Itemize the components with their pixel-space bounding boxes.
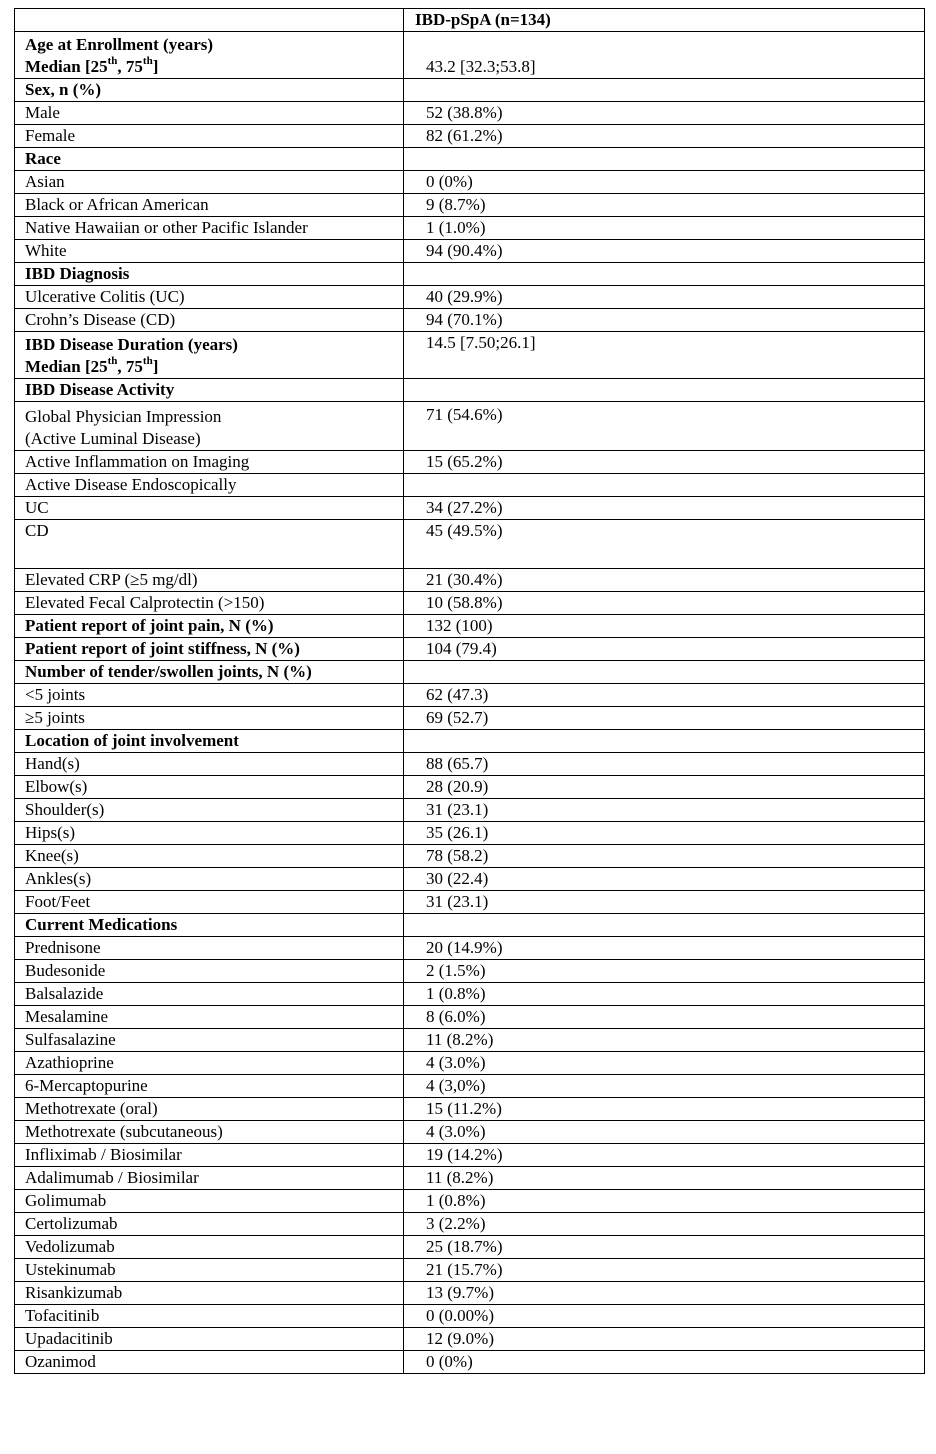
row-label: ≥5 joints: [25, 708, 85, 727]
row-label: Methotrexate (oral): [25, 1099, 158, 1118]
row-label-cell: [15, 497, 404, 520]
row-label-cell: [15, 474, 404, 497]
row-label-cell: [15, 615, 404, 638]
table-row: [15, 753, 925, 776]
row-label-cell: [15, 309, 404, 332]
row-label-cell: [15, 661, 404, 684]
row-label: Number of tender/swollen joints, N (%): [25, 662, 312, 681]
row-value-cell: [404, 914, 925, 937]
row-label: Golimumab: [25, 1191, 107, 1210]
row-label: Prednisone: [25, 938, 101, 957]
row-label-cell: [15, 1190, 404, 1213]
table-row: [15, 32, 925, 79]
table-row: [15, 707, 925, 730]
row-label-cell: [15, 79, 404, 102]
row-value-cell: [404, 730, 925, 753]
row-label-cell: [15, 960, 404, 983]
row-label: UC: [25, 498, 49, 517]
row-label-cell: [15, 402, 404, 451]
label-text: ]: [152, 357, 159, 376]
row-label: Ankles(s): [25, 869, 92, 888]
row-value: 2 (1.5%): [426, 961, 486, 980]
row-value-cell: [404, 1282, 925, 1305]
table-row: [15, 148, 925, 171]
row-value: 69 (52.7): [426, 708, 489, 727]
row-label-cell: [15, 32, 404, 79]
label-text: , 75: [117, 57, 143, 76]
row-label: Elevated CRP (≥5 mg/dl): [25, 570, 198, 589]
row-label-line2: [25, 356, 403, 378]
row-value-cell: [404, 32, 925, 79]
row-label-cell: [15, 1144, 404, 1167]
table-row: [15, 684, 925, 707]
table-row: [15, 592, 925, 615]
row-label-cell: [15, 845, 404, 868]
row-label-cell: [15, 1052, 404, 1075]
table-row: [15, 799, 925, 822]
row-label-cell: [15, 1328, 404, 1351]
row-label-line1: IBD Disease Duration (years): [25, 335, 238, 354]
table-row: [15, 520, 925, 569]
row-value: 1 (0.8%): [426, 1191, 486, 1210]
row-value-cell: [404, 707, 925, 730]
table-row: [15, 1052, 925, 1075]
row-label: Ozanimod: [25, 1352, 96, 1371]
row-value: 4 (3,0%): [426, 1076, 486, 1095]
row-value: 82 (61.2%): [426, 126, 503, 145]
table-row: [15, 1121, 925, 1144]
row-value: 1 (1.0%): [426, 218, 486, 237]
row-label-cell: [15, 1029, 404, 1052]
row-label-cell: [15, 1006, 404, 1029]
table-row: [15, 822, 925, 845]
row-label-cell: [15, 125, 404, 148]
row-value: 52 (38.8%): [426, 103, 503, 122]
row-label: Knee(s): [25, 846, 79, 865]
row-label: Hips(s): [25, 823, 76, 842]
row-label-cell: [15, 1236, 404, 1259]
row-value-cell: [404, 1075, 925, 1098]
row-label-line1: Age at Enrollment (years): [25, 35, 214, 54]
row-value-cell: [404, 194, 925, 217]
row-label-cell: [15, 684, 404, 707]
row-value: 11 (8.2%): [426, 1030, 494, 1049]
row-value-cell: [404, 402, 925, 451]
row-label-cell: [15, 102, 404, 125]
table-row: [15, 1259, 925, 1282]
row-value-cell: [404, 1259, 925, 1282]
row-value-cell: [404, 1213, 925, 1236]
table-row: [15, 1305, 925, 1328]
row-value: 19 (14.2%): [426, 1145, 503, 1164]
row-value-cell: [404, 1052, 925, 1075]
table-row: [15, 1144, 925, 1167]
row-value-cell: [404, 799, 925, 822]
row-value-cell: [404, 1305, 925, 1328]
table-row: [15, 497, 925, 520]
row-value-cell: [404, 125, 925, 148]
row-value-cell: [404, 615, 925, 638]
table-row: [15, 1167, 925, 1190]
row-label-cell: [15, 730, 404, 753]
table-row: [15, 240, 925, 263]
row-label: Crohn’s Disease (CD): [25, 310, 176, 329]
superscript: th: [107, 355, 118, 368]
row-label-cell: [15, 148, 404, 171]
row-label: Tofacitinib: [25, 1306, 100, 1325]
row-value-cell: [404, 379, 925, 402]
row-label: Vedolizumab: [25, 1237, 115, 1256]
row-label-cell: [15, 569, 404, 592]
row-label-cell: [15, 822, 404, 845]
row-value: 9 (8.7%): [426, 195, 486, 214]
table-row: [15, 937, 925, 960]
row-value: 20 (14.9%): [426, 938, 503, 957]
row-value: 12 (9.0%): [426, 1329, 494, 1348]
row-label: Black or African American: [25, 195, 209, 214]
row-label: Native Hawaiian or other Pacific Islander: [25, 218, 308, 237]
row-label-cell: [15, 1282, 404, 1305]
row-value-cell: [404, 983, 925, 1006]
row-value: 31 (23.1): [426, 800, 489, 819]
row-value-cell: [404, 1006, 925, 1029]
row-value: 30 (22.4): [426, 869, 489, 888]
row-label: Patient report of joint stiffness, N (%): [25, 639, 300, 658]
row-label-cell: [15, 286, 404, 309]
table-row: [15, 79, 925, 102]
row-label: Race: [25, 149, 61, 168]
row-value-cell: [404, 1029, 925, 1052]
row-value-cell: [404, 661, 925, 684]
row-label: 6-Mercaptopurine: [25, 1076, 148, 1095]
row-value: 43.2 [32.3;53.8]: [426, 57, 536, 76]
header-blank-cell: [15, 9, 404, 32]
row-label: Elevated Fecal Calprotectin (>150): [25, 593, 265, 612]
row-value-cell: [404, 1328, 925, 1351]
row-value-cell: [404, 1190, 925, 1213]
row-value: 31 (23.1): [426, 892, 489, 911]
row-value: 94 (70.1%): [426, 310, 503, 329]
label-text: , 75: [117, 357, 143, 376]
table-row: [15, 379, 925, 402]
table-row: [15, 1098, 925, 1121]
row-value-cell: [404, 1098, 925, 1121]
row-label: Location of joint involvement: [25, 731, 239, 750]
row-label-cell: [15, 1305, 404, 1328]
row-value-cell: [404, 776, 925, 799]
row-label-cell: [15, 379, 404, 402]
row-label: Budesonide: [25, 961, 106, 980]
row-value: 1 (0.8%): [426, 984, 486, 1003]
row-value: 35 (26.1): [426, 823, 489, 842]
baseline-characteristics-table: [14, 8, 925, 1374]
row-value-cell: [404, 520, 925, 569]
row-label-cell: [15, 983, 404, 1006]
table-row: [15, 263, 925, 286]
table-row: [15, 402, 925, 451]
row-label-cell: [15, 520, 404, 569]
row-label: Asian: [25, 172, 65, 191]
table-row: [15, 661, 925, 684]
row-value: 4 (3.0%): [426, 1053, 486, 1072]
row-value-cell: [404, 960, 925, 983]
row-value: 11 (8.2%): [426, 1168, 494, 1187]
row-label: Ulcerative Colitis (UC): [25, 287, 185, 306]
row-label: Infliximab / Biosimilar: [25, 1145, 182, 1164]
superscript: th: [142, 355, 153, 368]
table-row: [15, 286, 925, 309]
row-value: 0 (0%): [426, 1352, 473, 1371]
row-label: Female: [25, 126, 76, 145]
row-label: Ustekinumab: [25, 1260, 116, 1279]
row-value-cell: [404, 148, 925, 171]
row-value-cell: [404, 263, 925, 286]
row-label-cell: [15, 638, 404, 661]
row-label: Upadacitinib: [25, 1329, 113, 1348]
superscript: th: [107, 55, 118, 68]
row-value: 8 (6.0%): [426, 1007, 486, 1026]
table-row: [15, 1351, 925, 1374]
row-label-cell: [15, 1075, 404, 1098]
row-label: Male: [25, 103, 60, 122]
row-value: 40 (29.9%): [426, 287, 503, 306]
table-row: [15, 1075, 925, 1098]
row-value-cell: [404, 474, 925, 497]
row-label-cell: [15, 868, 404, 891]
row-label: Risankizumab: [25, 1283, 123, 1302]
row-value: 78 (58.2): [426, 846, 489, 865]
row-label: Patient report of joint pain, N (%): [25, 616, 274, 635]
row-value: 15 (65.2%): [426, 452, 503, 471]
row-value-cell: [404, 891, 925, 914]
table-row: [15, 615, 925, 638]
row-label: Active Inflammation on Imaging: [25, 452, 250, 471]
table-body: [15, 9, 925, 1374]
label-text: ]: [152, 57, 159, 76]
row-value: 0 (0.00%): [426, 1306, 494, 1325]
row-label-cell: [15, 240, 404, 263]
row-label: Azathioprine: [25, 1053, 114, 1072]
row-label-cell: [15, 171, 404, 194]
row-label: Shoulder(s): [25, 800, 105, 819]
row-label: Sulfasalazine: [25, 1030, 116, 1049]
row-value: 71 (54.6%): [426, 405, 503, 424]
row-label-cell: [15, 753, 404, 776]
row-value-cell: [404, 684, 925, 707]
row-value: 104 (79.4): [426, 639, 497, 658]
row-label-line2: (Active Luminal Disease): [25, 429, 201, 448]
row-label-cell: [15, 937, 404, 960]
table-row: [15, 1236, 925, 1259]
row-value-cell: [404, 286, 925, 309]
table-row: [15, 1006, 925, 1029]
row-value: 34 (27.2%): [426, 498, 503, 517]
row-value: 0 (0%): [426, 172, 473, 191]
column-header-ibd-pspa: IBD-pSpA (n=134): [404, 9, 925, 32]
row-value-cell: [404, 753, 925, 776]
row-value-cell: [404, 845, 925, 868]
row-label-cell: [15, 707, 404, 730]
row-label-cell: [15, 914, 404, 937]
row-label-line1: Global Physician Impression: [25, 407, 222, 426]
table-row: [15, 1213, 925, 1236]
row-label: White: [25, 241, 67, 260]
table-row: [15, 960, 925, 983]
row-label: <5 joints: [25, 685, 86, 704]
row-value: 25 (18.7%): [426, 1237, 503, 1256]
row-label: Adalimumab / Biosimilar: [25, 1168, 199, 1187]
row-value-cell: [404, 451, 925, 474]
table-row: [15, 125, 925, 148]
row-value: 132 (100): [426, 616, 493, 635]
row-label: CD: [25, 521, 49, 540]
table-row: [15, 332, 925, 379]
row-label: IBD Diagnosis: [25, 264, 130, 283]
row-value-cell: [404, 592, 925, 615]
row-label: Foot/Feet: [25, 892, 91, 911]
row-label-cell: [15, 1121, 404, 1144]
table-row: [15, 1190, 925, 1213]
row-label: IBD Disease Activity: [25, 380, 175, 399]
row-value: 15 (11.2%): [426, 1099, 502, 1118]
label-text: Median [25: [25, 357, 108, 376]
table-header-row: [15, 9, 925, 32]
table-row: [15, 1328, 925, 1351]
row-label-cell: [15, 1351, 404, 1374]
row-label-cell: [15, 332, 404, 379]
row-label-cell: [15, 1167, 404, 1190]
row-value: 28 (20.9): [426, 777, 489, 796]
row-value-cell: [404, 309, 925, 332]
row-label: Sex, n (%): [25, 80, 102, 99]
row-value-cell: [404, 822, 925, 845]
table-row: [15, 891, 925, 914]
label-text: Median [25: [25, 57, 108, 76]
row-value: 3 (2.2%): [426, 1214, 486, 1233]
row-value-cell: [404, 171, 925, 194]
row-label-line2: [25, 56, 403, 78]
row-label: Certolizumab: [25, 1214, 118, 1233]
row-value-cell: [404, 102, 925, 125]
row-value: 13 (9.7%): [426, 1283, 494, 1302]
row-value-cell: [404, 240, 925, 263]
table-row: [15, 638, 925, 661]
table-row: [15, 309, 925, 332]
row-value-cell: [404, 1167, 925, 1190]
row-label-cell: [15, 891, 404, 914]
table-row: [15, 776, 925, 799]
row-label-cell: [15, 1213, 404, 1236]
row-label-cell: [15, 194, 404, 217]
row-value: 94 (90.4%): [426, 241, 503, 260]
row-label-cell: [15, 592, 404, 615]
row-value: 88 (65.7): [426, 754, 489, 773]
row-value: 14.5 [7.50;26.1]: [426, 333, 536, 352]
row-value-cell: [404, 332, 925, 379]
table-row: [15, 868, 925, 891]
table-row: [15, 451, 925, 474]
table-row: [15, 194, 925, 217]
row-value-cell: [404, 937, 925, 960]
row-label: Methotrexate (subcutaneous): [25, 1122, 223, 1141]
table-row: [15, 102, 925, 125]
row-label-cell: [15, 776, 404, 799]
row-label: Mesalamine: [25, 1007, 109, 1026]
row-label: Hand(s): [25, 754, 80, 773]
row-value: 10 (58.8%): [426, 593, 503, 612]
row-label: Elbow(s): [25, 777, 88, 796]
row-value-cell: [404, 217, 925, 240]
row-value-cell: [404, 1351, 925, 1374]
row-value: 21 (30.4%): [426, 570, 503, 589]
row-value: 45 (49.5%): [426, 521, 503, 540]
table-row: [15, 474, 925, 497]
row-label-cell: [15, 451, 404, 474]
row-value-cell: [404, 1121, 925, 1144]
table-row: [15, 569, 925, 592]
row-value-cell: [404, 497, 925, 520]
row-value: 21 (15.7%): [426, 1260, 503, 1279]
table-row: [15, 1029, 925, 1052]
row-label: Current Medications: [25, 915, 178, 934]
row-label-cell: [15, 263, 404, 286]
superscript: th: [142, 55, 153, 68]
row-label: Active Disease Endoscopically: [25, 475, 237, 494]
row-label: Balsalazide: [25, 984, 104, 1003]
row-value-cell: [404, 868, 925, 891]
table-row: [15, 983, 925, 1006]
row-value-cell: [404, 569, 925, 592]
table-row: [15, 845, 925, 868]
row-value-cell: [404, 1236, 925, 1259]
row-label-cell: [15, 217, 404, 240]
table-row: [15, 914, 925, 937]
row-value-cell: [404, 638, 925, 661]
row-value: 4 (3.0%): [426, 1122, 486, 1141]
row-label-cell: [15, 799, 404, 822]
table-row: [15, 217, 925, 240]
row-value-cell: [404, 79, 925, 102]
row-value-cell: [404, 1144, 925, 1167]
row-value: 62 (47.3): [426, 685, 489, 704]
row-label-cell: [15, 1098, 404, 1121]
table-row: [15, 171, 925, 194]
table-row: [15, 730, 925, 753]
table-row: [15, 1282, 925, 1305]
row-label-cell: [15, 1259, 404, 1282]
